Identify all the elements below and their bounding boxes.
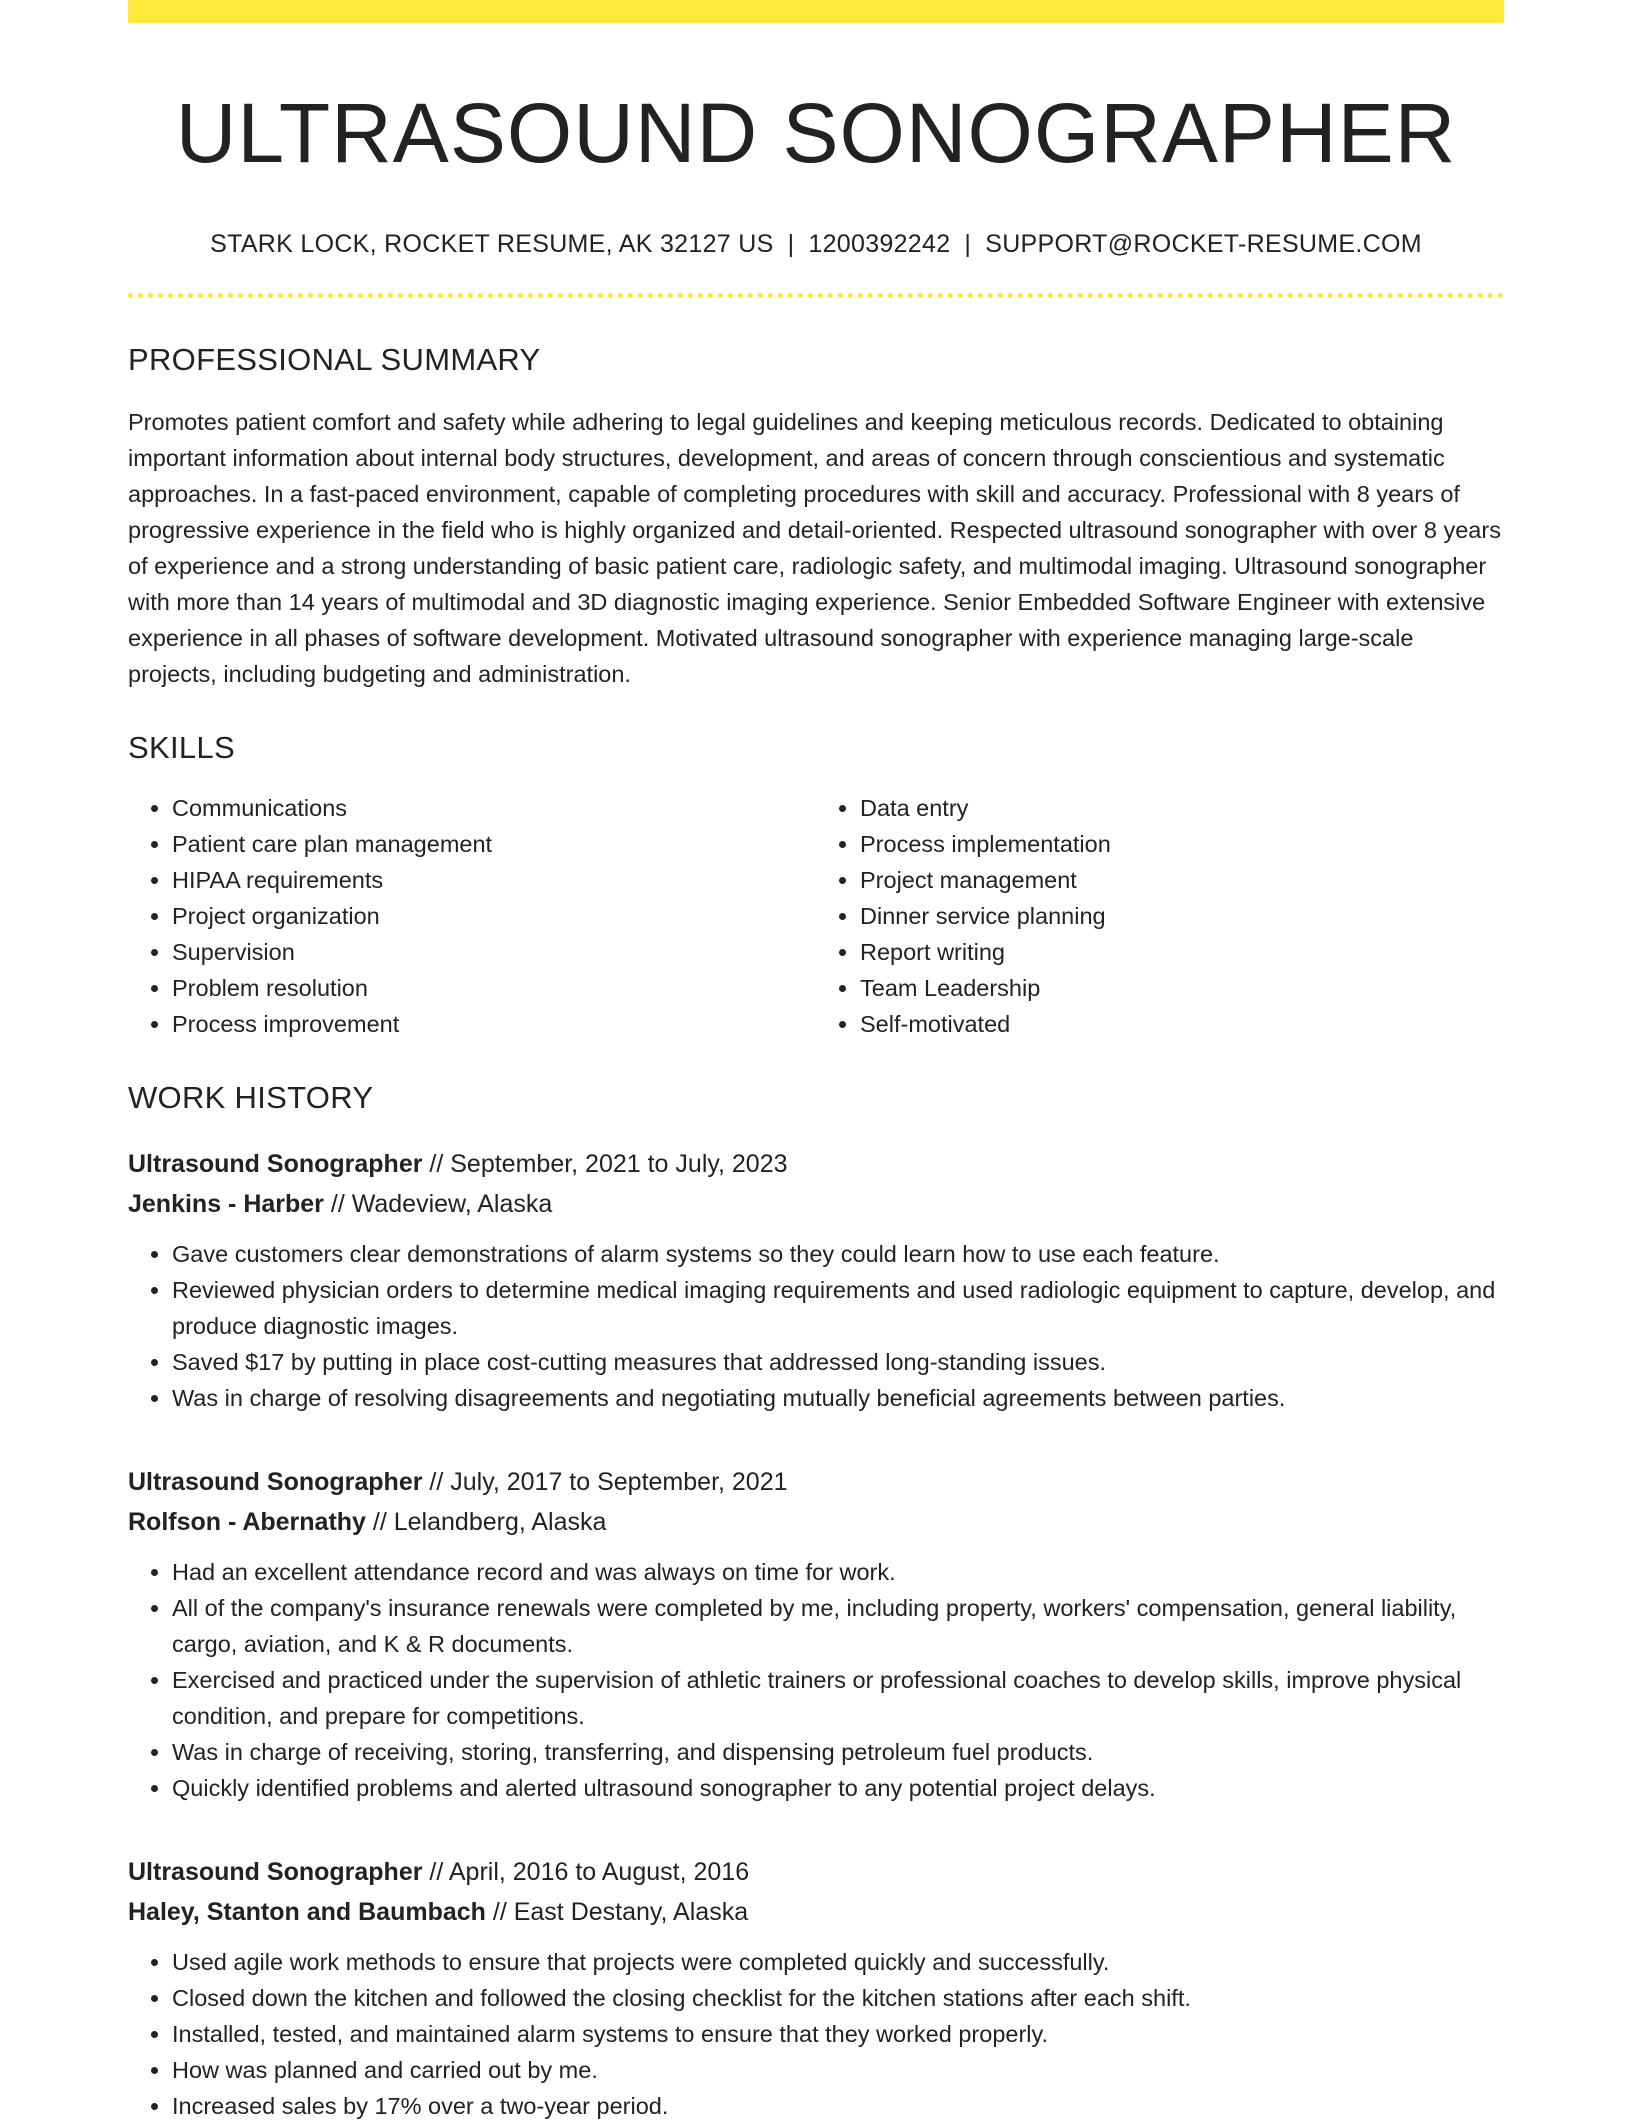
job-title-line xyxy=(128,1462,1504,1502)
work-history-heading: WORK HISTORY xyxy=(128,1079,374,1115)
job-entry xyxy=(128,1852,1504,2124)
job-bullet: • Installed, tested, and maintained alarm systems to ensure that they worked properly. xyxy=(172,2016,1504,2052)
skill-item: • HIPAA requirements xyxy=(172,862,816,898)
skill-item: • Project organization xyxy=(172,898,816,934)
job-bullet: • Closed down the kitchen and followed the closing checklist for the kitchen stations after each shift. xyxy=(172,1980,1504,2016)
job-bullet: • Was in charge of resolving disagreements and negotiating mutually beneficial agreements between parties. xyxy=(172,1380,1504,1416)
contact-address: STARK LOCK, ROCKET RESUME, AK 32127 US xyxy=(210,229,774,258)
job-dates: // July, 2017 to September, 2021 xyxy=(422,1467,788,1496)
job-title: Ultrasound Sonographer xyxy=(128,1857,423,1886)
job-bullet: • Had an excellent attendance record and was always on time for work. xyxy=(172,1554,1504,1590)
skill-item: • Data entry xyxy=(860,790,1504,826)
contact-separator: | xyxy=(787,229,795,258)
skill-item: • Patient care plan management xyxy=(172,826,816,862)
job-company: Jenkins - Harber xyxy=(128,1189,324,1218)
accent-bar xyxy=(128,0,1504,23)
summary-text: Promotes patient comfort and safety while adhering to legal guidelines and keeping meticulous records. Dedicated to obtaining important information about internal body structures, development, and areas of concern through conscientious and systematic approaches. In a fast-paced environment, capable of completing procedures with skill and accuracy. Professional with 8 years of progressive experience in the field who is highly organized and detail-oriented. Respected ultrasound sonographer with over 8 years of experience and a strong understanding of basic patient care, radiologic safety, and multimodal imaging. Ultrasound sonographer with more than 14 years of multimodal and 3D diagnostic imaging experience. Senior Embedded Software Engineer with extensive experience in all phases of software development. Motivated ultrasound sonographer with experience managing large-scale projects, including budgeting and administration. xyxy=(128,408,1501,687)
job-bullet: • Was in charge of receiving, storing, transferring, and dispensing petroleum fuel products. xyxy=(172,1734,1504,1770)
job-bullet: • Exercised and practiced under the supervision of athletic trainers or professional coaches to develop skills, improve physical condition, and prepare for competitions. xyxy=(172,1662,1504,1734)
skill-item: • Self-motivated xyxy=(860,1006,1504,1042)
job-bullets xyxy=(128,1944,1504,2124)
job-location: // East Destany, Alaska xyxy=(485,1897,749,1926)
job-bullet: • Reviewed physician orders to determine medical imaging requirements and used radiologic equipment to capture, develop, and produce diagnostic images. xyxy=(172,1272,1504,1344)
dotted-divider xyxy=(128,293,1504,298)
skill-item: • Team Leadership xyxy=(860,970,1504,1006)
job-company: Rolfson - Abernathy xyxy=(128,1507,366,1536)
job-location: // Lelandberg, Alaska xyxy=(365,1507,607,1536)
job-bullet: • Used agile work methods to ensure that projects were completed quickly and successfully. xyxy=(172,1944,1504,1980)
skill-item: • Problem resolution xyxy=(172,970,816,1006)
job-title-line xyxy=(128,1852,1504,1892)
job-company: Haley, Stanton and Baumbach xyxy=(128,1897,486,1926)
skill-item: • Report writing xyxy=(860,934,1504,970)
page-title: ULTRASOUND SONOGRAPHER xyxy=(175,86,1457,180)
job-company-line xyxy=(128,1892,1504,1932)
job-bullet: • How was planned and carried out by me. xyxy=(172,2052,1504,2088)
job-dates: // September, 2021 to July, 2023 xyxy=(422,1149,788,1178)
summary-heading: PROFESSIONAL SUMMARY xyxy=(128,341,541,377)
job-dates: // April, 2016 to August, 2016 xyxy=(422,1857,750,1886)
skills-heading: SKILLS xyxy=(128,729,235,765)
resume-page xyxy=(128,0,1504,2124)
job-bullet: • Gave customers clear demonstrations of alarm systems so they could learn how to use each feature. xyxy=(172,1236,1504,1272)
skills-column-left xyxy=(128,790,816,1042)
job-company-line xyxy=(128,1502,1504,1542)
skills-column-right xyxy=(816,790,1504,1042)
job-entry xyxy=(128,1462,1504,1806)
job-title: Ultrasound Sonographer xyxy=(128,1149,423,1178)
job-bullet: • Increased sales by 17% over a two-year period. xyxy=(172,2088,1504,2124)
job-bullet: • Saved $17 by putting in place cost-cutting measures that addressed long-standing issues. xyxy=(172,1344,1504,1380)
skill-item: • Dinner service planning xyxy=(860,898,1504,934)
skills-list xyxy=(128,790,1504,1042)
job-title-line xyxy=(128,1144,1504,1184)
job-company-line xyxy=(128,1184,1504,1224)
job-bullets xyxy=(128,1236,1504,1416)
job-bullet: • Quickly identified problems and alerted ultrasound sonographer to any potential project delays. xyxy=(172,1770,1504,1806)
contact-phone: 1200392242 xyxy=(808,229,951,258)
job-title: Ultrasound Sonographer xyxy=(128,1467,423,1496)
job-entry xyxy=(128,1144,1504,1416)
skill-item: • Process implementation xyxy=(860,826,1504,862)
contact-line xyxy=(128,230,1504,259)
job-location: // Wadeview, Alaska xyxy=(323,1189,553,1218)
contact-email: SUPPORT@ROCKET-RESUME.COM xyxy=(985,229,1422,258)
skill-item: • Project management xyxy=(860,862,1504,898)
skill-item: • Supervision xyxy=(172,934,816,970)
job-bullets xyxy=(128,1554,1504,1806)
skill-item: • Communications xyxy=(172,790,816,826)
job-bullet: • All of the company's insurance renewals were completed by me, including property, workers' compensation, general liability, cargo, aviation, and K & R documents. xyxy=(172,1590,1504,1662)
skill-item: • Process improvement xyxy=(172,1006,816,1042)
contact-separator: | xyxy=(964,229,972,258)
